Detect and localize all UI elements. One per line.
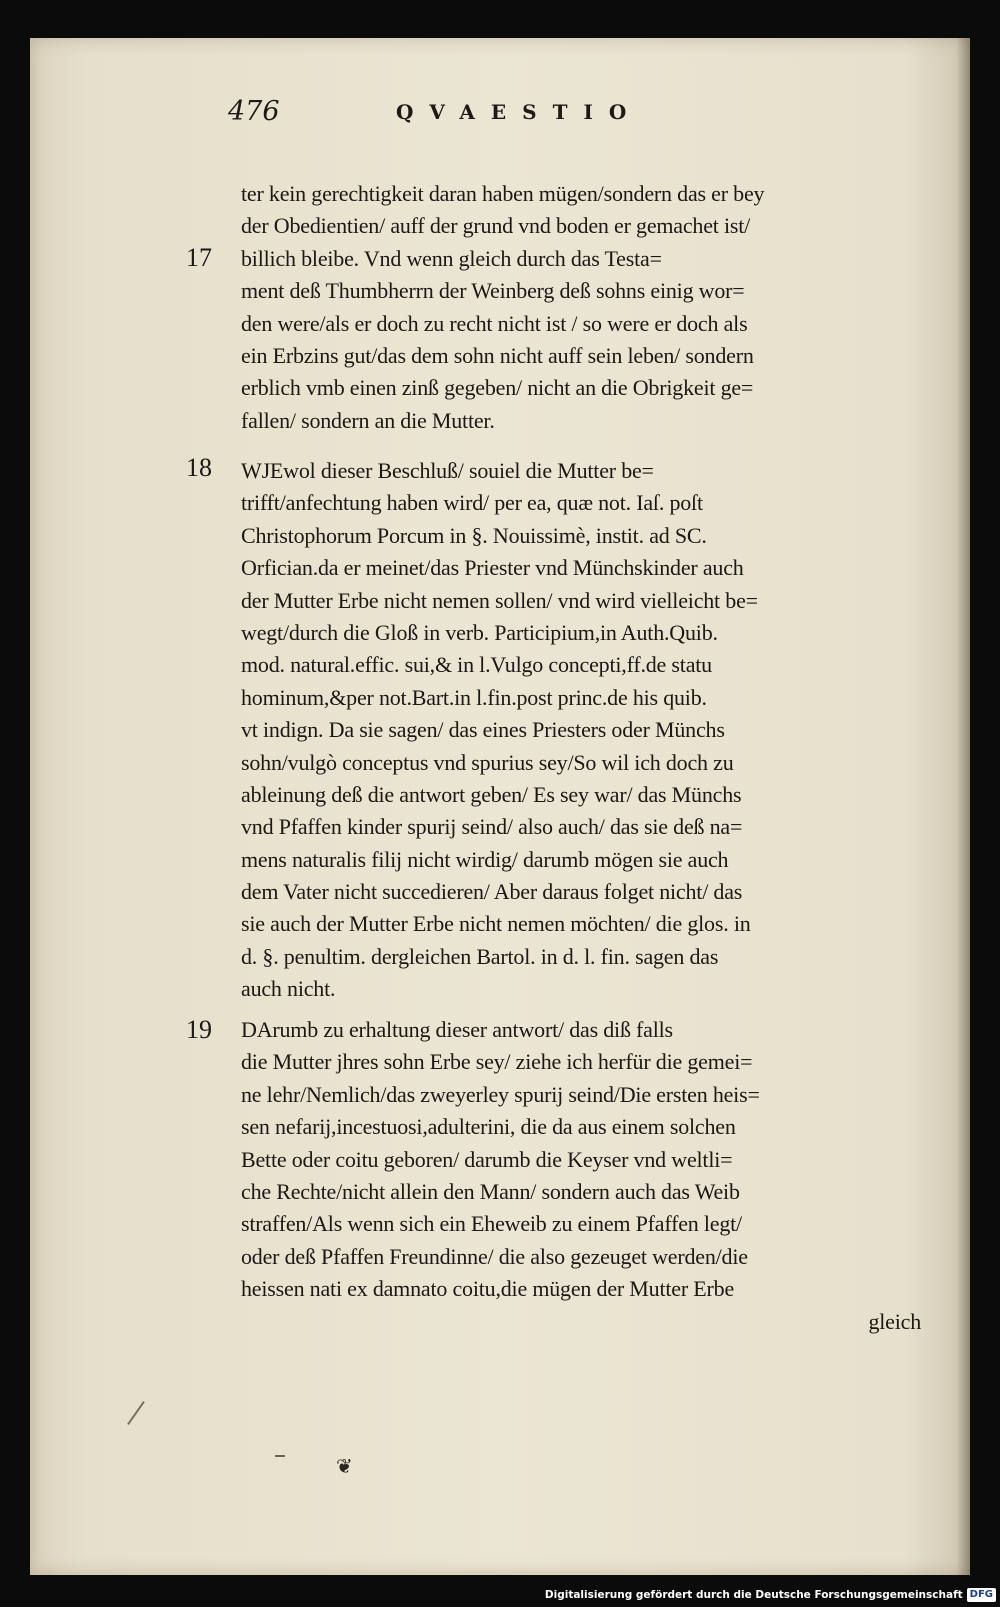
text-line: auch nicht. bbox=[241, 976, 336, 1002]
text-line: DArumb zu erhaltung dieser antwort/ das diß falls bbox=[241, 1017, 673, 1042]
text-line: straffen/Als wenn sich ein Eheweib zu einem Pfaffen legt/ bbox=[241, 1211, 742, 1237]
running-title: QVAESTIO bbox=[396, 100, 643, 124]
text-line: ein Erbzins gut/das dem sohn nicht auff sein leben/ sondern bbox=[241, 342, 754, 368]
text-line: ableinung deß die antwort geben/ Es sey war/ das Münchs bbox=[241, 781, 742, 807]
text-line: heissen nati ex damnato coitu,die mügen der Mutter Erbe bbox=[241, 1276, 735, 1302]
text-line: oder deß Pfaffen Freundinne/ die also gezeuget werden/die bbox=[241, 1243, 748, 1269]
paragraph-3 bbox=[241, 1014, 921, 1338]
margin-pen-mark bbox=[127, 1401, 145, 1425]
ornament-glyph: ❦ bbox=[336, 1454, 353, 1478]
text-line: mens naturalis filij nicht wirdig/ darumb mögen sie auch bbox=[241, 846, 729, 872]
text-line: wegt/durch die Gloß in verb. Participium,in Auth.Quib. bbox=[241, 619, 718, 645]
text-line: WJEwol dieser Beschluß/ souiel die Mutter be= bbox=[241, 458, 654, 483]
text-line: vnd Pfaffen kinder spurij seind/ also auch/ das sie deß na= bbox=[241, 814, 743, 840]
text-line: ter kein gerechtigkeit daran haben mügen/sondern das er bey bbox=[241, 181, 765, 206]
text-line: billich bleibe. Vnd wenn gleich durch das Testa= bbox=[241, 245, 662, 271]
text-line: Orfician.da er meinet/das Priester vnd Münchskinder auch bbox=[241, 555, 744, 581]
funding-notice: Digitalisierung gefördert durch die Deutsche Forschungsgemeinschaft bbox=[544, 1589, 963, 1601]
text-line: ne lehr/Nemlich/das zweyerley spurij seind/Die ersten heis= bbox=[241, 1081, 760, 1107]
margin-number-18: 18 bbox=[186, 453, 212, 482]
text-line: che Rechte/nicht allein den Mann/ sondern auch das Weib bbox=[241, 1178, 740, 1204]
dfg-logo: DFG bbox=[967, 1588, 996, 1602]
text-line: dem Vater nicht succedieren/ Aber daraus folget nicht/ das bbox=[241, 879, 743, 905]
text-line: die Mutter jhres sohn Erbe sey/ ziehe ich herfür die gemei= bbox=[241, 1049, 753, 1075]
text-line: sohn/vulgò conceptus vnd spurius sey/So wil ich doch zu bbox=[241, 749, 734, 775]
text-line: sen nefarij,incestuosi,adulterini, die da aus einem solchen bbox=[241, 1114, 736, 1140]
text-line: den were/als er doch zu recht nicht ist / so were er doch als bbox=[241, 310, 748, 336]
page-number: 476 bbox=[228, 96, 280, 127]
text-line: Bette oder coitu geboren/ darumb die Keyser vnd weltli= bbox=[241, 1146, 733, 1172]
digitization-footer bbox=[545, 1587, 996, 1603]
text-line: trifft/anfechtung haben wird/ per ea, quæ not. Iaſ. poſt bbox=[241, 490, 703, 516]
text-line: der Obedientien/ auff der grund vnd boden er gemachet ist/ bbox=[241, 213, 751, 239]
catchword: gleich bbox=[868, 1308, 921, 1334]
margin-number-19: 19 bbox=[186, 1015, 212, 1044]
text-line: hominum,&per not.Bart.in l.fin.post princ.de his quib. bbox=[241, 684, 707, 710]
text-line: erblich vmb einen zinß gegeben/ nicht an die Obrigkeit ge= bbox=[241, 375, 754, 401]
text-line: vt indign. Da sie sagen/ das eines Priesters oder Münchs bbox=[241, 717, 725, 743]
text-line: Christophorum Porcum in §. Nouissimè, instit. ad SC. bbox=[241, 522, 707, 548]
running-header bbox=[228, 96, 848, 128]
margin-dash-mark bbox=[275, 1455, 285, 1457]
paragraph-2 bbox=[241, 455, 921, 1006]
text-line: der Mutter Erbe nicht nemen sollen/ vnd wird vielleicht be= bbox=[241, 587, 758, 613]
margin-number-17: 17 bbox=[186, 243, 212, 272]
text-line: mod. natural.effic. sui,& in l.Vulgo concepti,ff.de statu bbox=[241, 652, 712, 678]
text-line: ment deß Thumbherrn der Weinberg deß sohns einig wor= bbox=[241, 278, 745, 304]
paragraph-1 bbox=[241, 178, 921, 437]
text-line: sie auch der Mutter Erbe nicht nemen möchten/ die glos. in bbox=[241, 911, 751, 937]
text-line: fallen/ sondern an die Mutter. bbox=[241, 407, 495, 433]
text-line: d. §. penultim. dergleichen Bartol. in d. l. fin. sagen das bbox=[241, 943, 719, 969]
